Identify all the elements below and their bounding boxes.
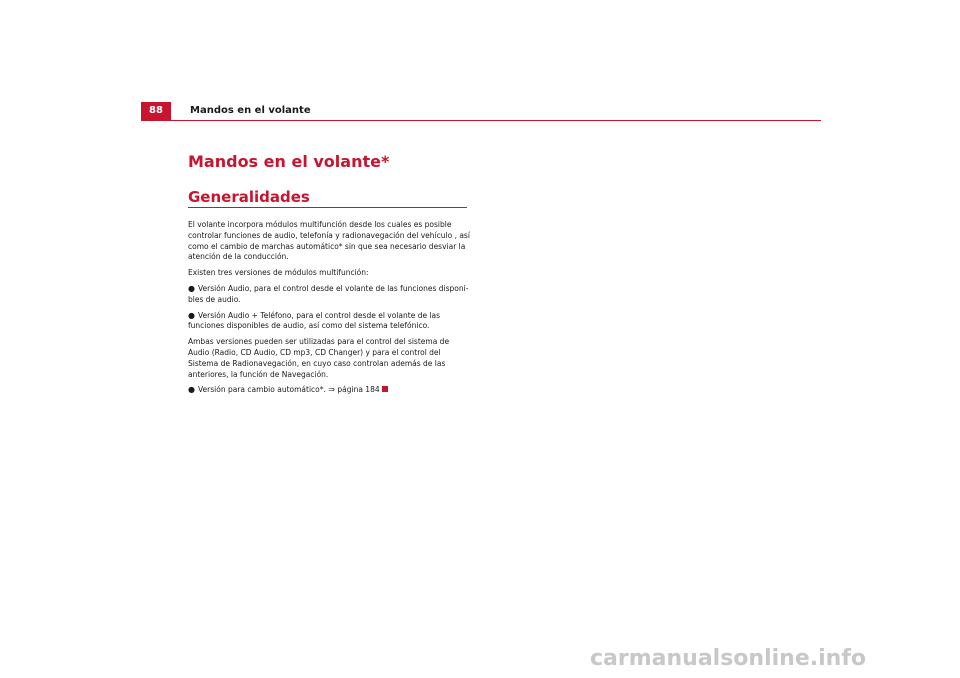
watermark: carmanualsonline.info bbox=[590, 646, 866, 671]
paragraph-intro: El volante incorpora módulos multifunción desde los cuales es posible controlar funciones de audio, telefonía y radionavegación del vehículo , así como el cambio de marchas automático* sin que sea necesario desviar la atención de la conducción. bbox=[188, 220, 470, 262]
list-item-audio-text: Versión Audio, para el control desde el volante de las funciones disponi-bles de audio. bbox=[188, 283, 469, 304]
body-text bbox=[188, 220, 470, 401]
bullet-icon: ● bbox=[188, 283, 195, 293]
running-title: Mandos en el volante bbox=[190, 105, 311, 116]
bullet-icon: ● bbox=[188, 310, 195, 320]
page-reference-link[interactable]: página 184 bbox=[337, 385, 380, 395]
paragraph-versions: Existen tres versiones de módulos multifunción: bbox=[188, 268, 369, 278]
chapter-title: Mandos en el volante* bbox=[188, 152, 390, 171]
page-number: 88 bbox=[141, 102, 171, 120]
list-item-automatic bbox=[188, 385, 470, 396]
section-end-icon bbox=[382, 386, 388, 392]
list-item-audio bbox=[188, 284, 470, 306]
arrow-right-icon: ⇒ bbox=[328, 385, 335, 395]
list-item-automatic-text: Versión para cambio automático*. bbox=[198, 385, 326, 395]
paragraph-usage: Ambas versiones pueden ser utilizadas para el control del sistema de Audio (Radio, CD Audio, CD mp3, CD Changer) y para el control del Sistema de Radionavegación, en cuyo caso controlan además de las anteriores, la función de Navegación. bbox=[188, 337, 450, 379]
bullet-icon: ● bbox=[188, 385, 195, 395]
section-title: Generalidades bbox=[188, 188, 467, 208]
list-item-audio-phone bbox=[188, 311, 470, 333]
page-header bbox=[141, 102, 821, 121]
list-item-audio-phone-text: Versión Audio + Teléfono, para el control desde el volante de las funciones disponibles de audio, así como del sistema telefónico. bbox=[188, 310, 441, 331]
